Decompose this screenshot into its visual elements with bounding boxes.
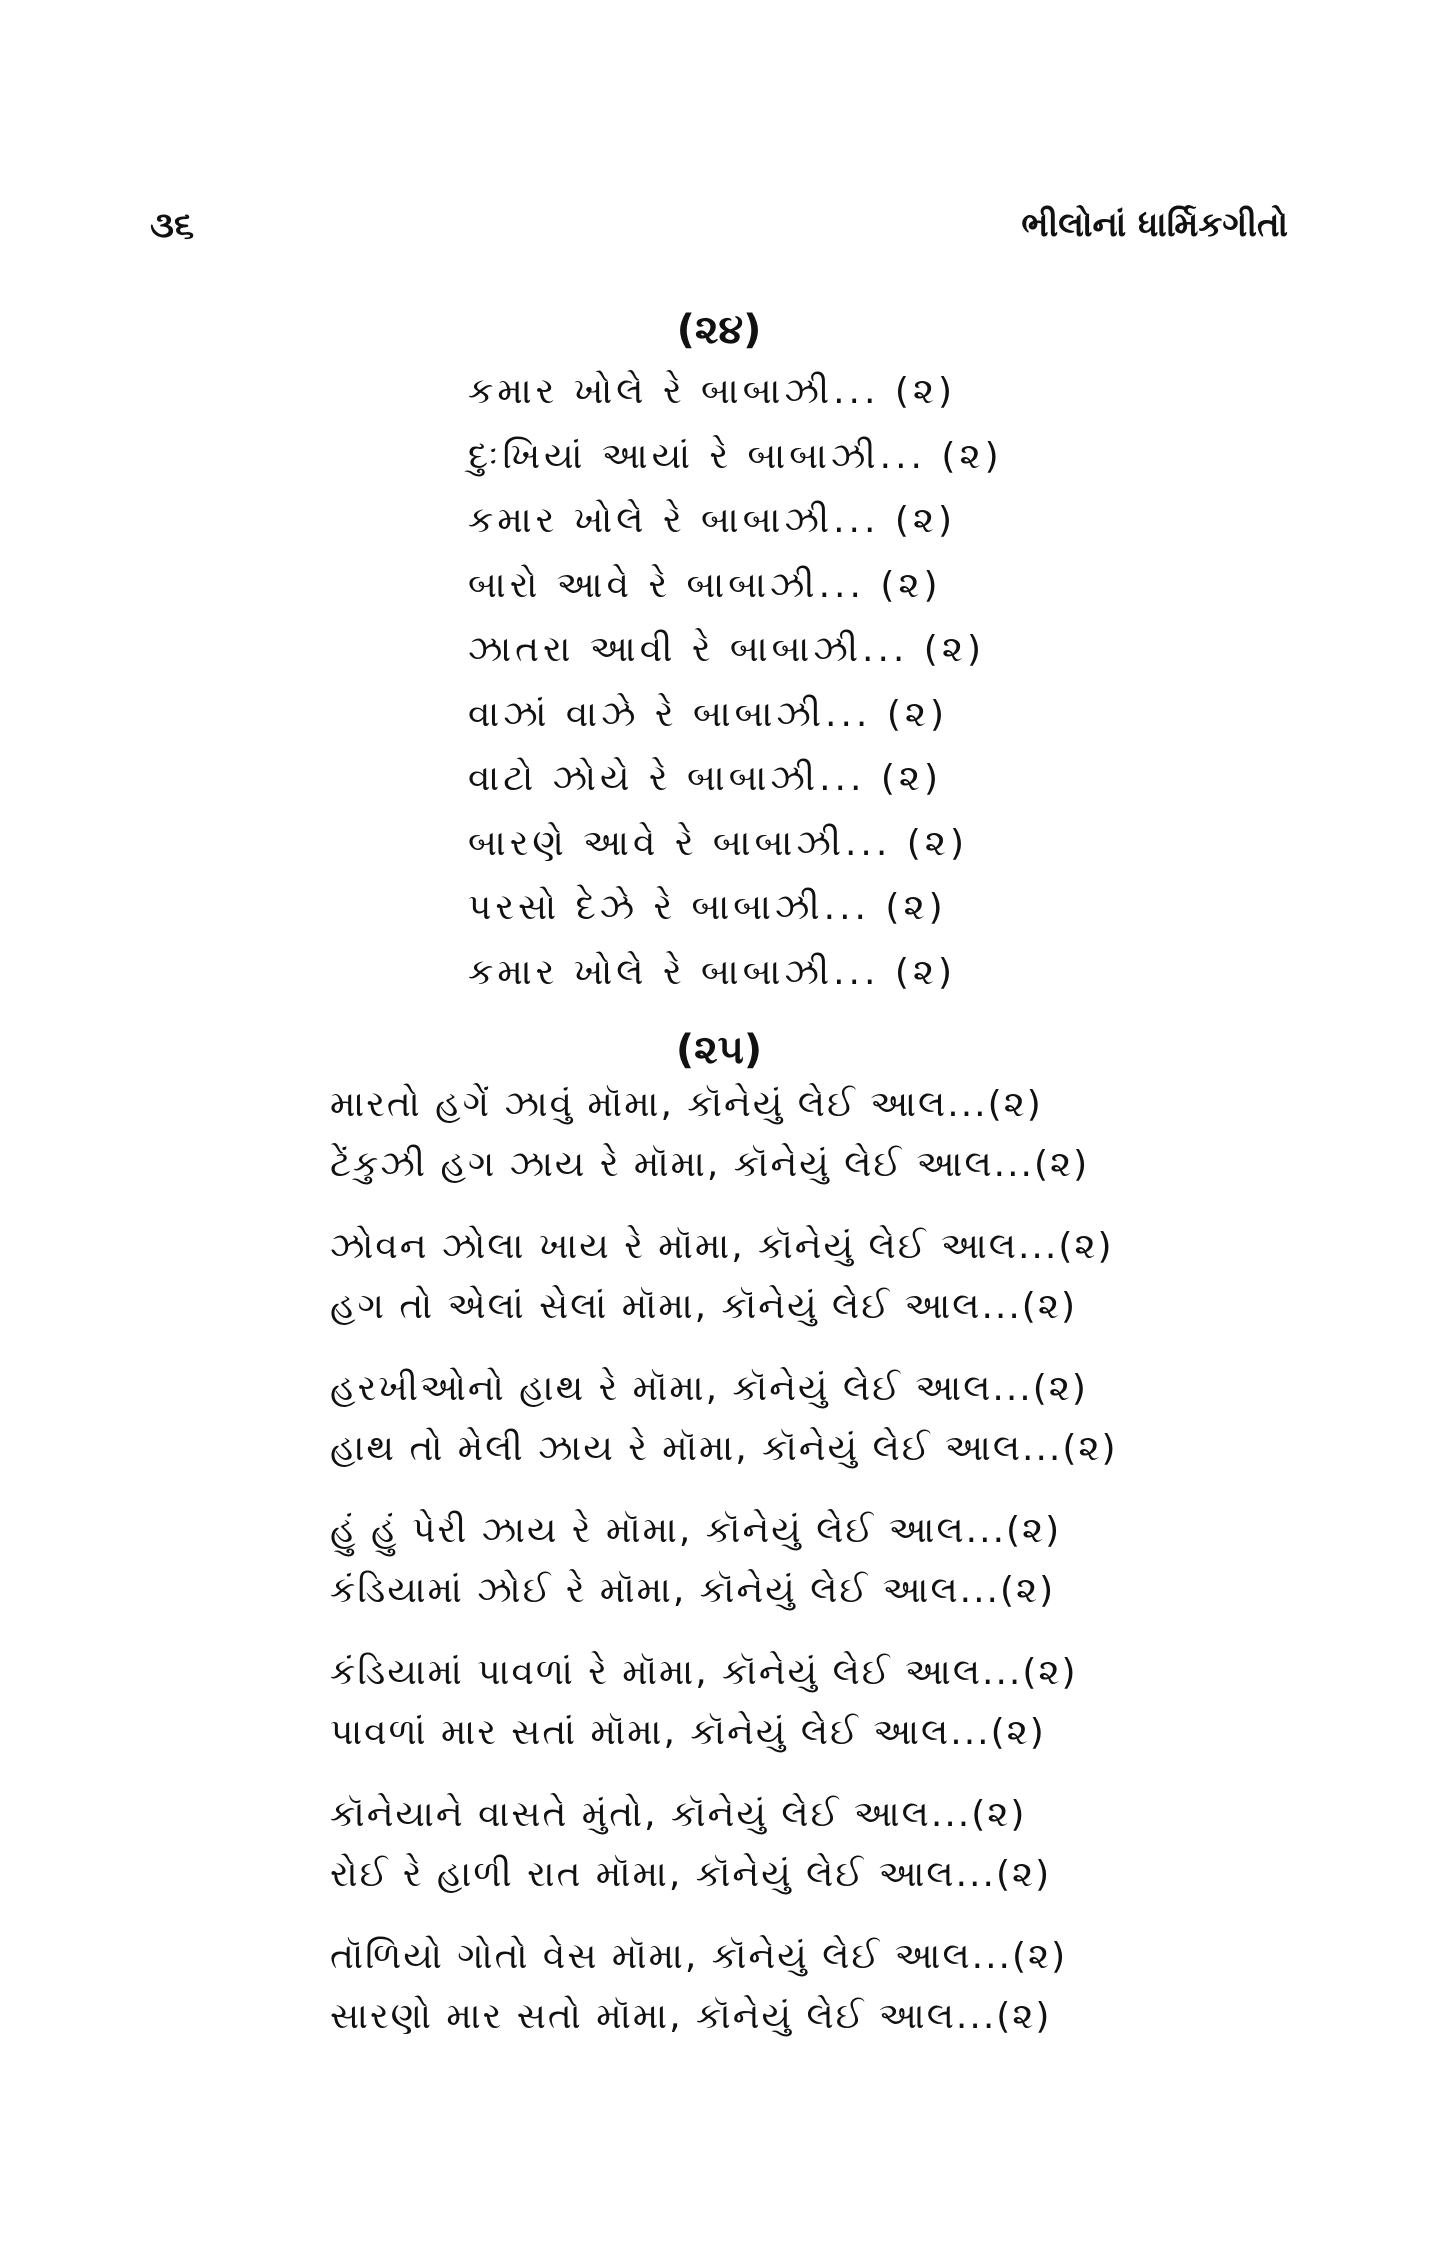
verse-line: રોઈ રે હાળી રાત મૉમા, કૉનેયું લેઈ આલ...(૨) [330,1854,1052,1895]
page-header [150,205,1288,255]
stanza [330,1643,1118,1763]
verse-line: કંડિયામાં ઝોઈ રે મૉમા, કૉનેયું લેઈ આલ...(૨) [330,1570,1056,1611]
verse-line: વાટો ઝોયે રે બાબાઝી... (૨) [468,758,943,799]
verse-line: મારતો હગેં ઝાવું મૉમા, કૉનેયું લેઈ આલ...(૨) [330,1084,1043,1125]
verse-line: કમાર ખોલે રે બાબાઝી... (૨) [468,500,957,541]
running-title: ભીલોનાં ધાર્મિકગીતો [1021,205,1288,245]
verse-line: કૉનેયાને વાસતે મુંતો, કૉનેયું લેઈ આલ...(૨) [330,1794,1027,1835]
verse-line: હરખીઓનો હાથ રે મૉમા, કૉનેયું લેઈ આલ...(૨) [330,1368,1088,1409]
song-25 [0,1020,1438,2037]
verse-line: હગ તો એલાં સેલાં મૉમા, કૉનેયું લેઈ આલ...(૨) [330,1286,1078,1327]
verse-line: ઝાતરા આવી રે બાબાઝી... (૨) [468,629,986,670]
stanza [330,1501,1118,1621]
verse-list [468,360,1003,1005]
verse-line: પાવળાં માર સતાં મૉમા, કૉનેયું લેઈ આલ...(૨) [330,1712,1046,1753]
verse-line: દુઃખિયાં આયાં રે બાબાઝી... (૨) [468,435,1003,477]
song-number: (૨૫) [675,1027,763,1073]
verse-line: બારો આવે રે બાબાઝી... (૨) [468,564,942,606]
stanza [330,1217,1118,1337]
verse-line: હું હું પેરી ઝાય રે મૉમા, કૉનેયું લેઈ આલ...(૨) [330,1510,1062,1551]
verse-line: બારણે આવે રે બાબાઝી... (૨) [468,822,968,864]
verse-line: ઝોવન ઝોલા ખાય રે મૉમા, કૉનેયું લેઈ આલ...(૨) [330,1226,1114,1267]
song-number: (૨૪) [676,307,762,353]
verse-line: તૉળિયો ગોતો વેસ મૉમા, કૉનેયું લેઈ આલ...(૨) [330,1936,1068,1977]
verse-line: વાઝાં વાઝે રે બાબાઝી... (૨) [468,693,949,735]
verse-line: પરસો દેઝે રે બાબાઝી... (૨) [468,887,947,928]
verse-line: કંડિયામાં પાવળાં રે મૉમા, કૉનેયું લેઈ આલ...(૨) [330,1652,1078,1693]
verse-list [330,1075,1118,2069]
stanza [330,1785,1118,1905]
verse-line: કમાર ખોલે રે બાબાઝી... (૨) [468,951,957,993]
stanza [330,1927,1118,2047]
song-24 [0,300,1438,993]
stanza [330,1075,1118,1195]
verse-line: સારણો માર સતો મૉમા, કૉનેયું લેઈ આલ...(૨) [330,1996,1052,2037]
stanza [330,1359,1118,1479]
verse-line: ટેંકુઝી હગ ઝાય રે મૉમા, કૉનેયું લેઈ આલ...(૨) [330,1144,1090,1185]
verse-line: કમાર ખોલે રે બાબાઝી... (૨) [468,371,957,412]
page-number: ૩૬ [150,205,195,246]
verse-line: હાથ તો મેલી ઝાય રે મૉમા, કૉનેયું લેઈ આલ...(૨) [330,1428,1118,1469]
